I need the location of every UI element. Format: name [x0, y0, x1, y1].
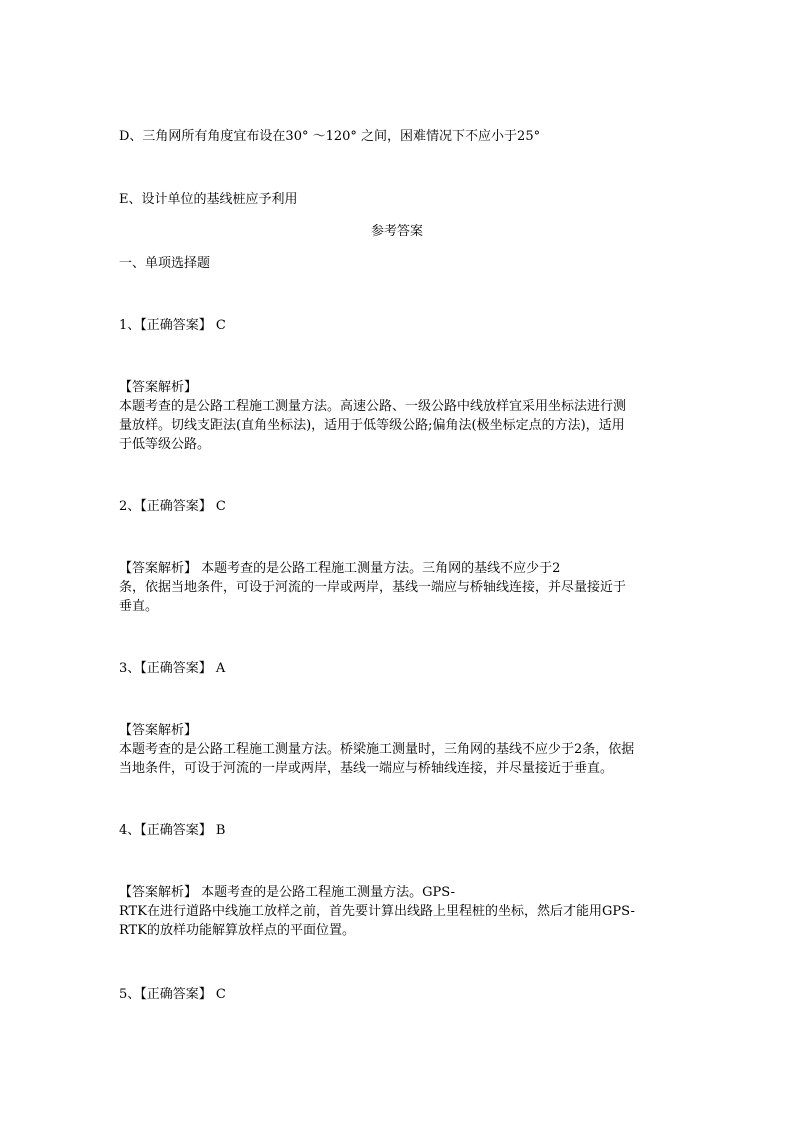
- explanation-line: 垂直。: [119, 599, 159, 614]
- answer-2-explanation: [119, 559, 679, 616]
- section-title: 一、单项选择题: [119, 256, 211, 271]
- explanation-line: 当地条件，可设于河流的一岸或两岸，基线一端应与桥轴线连接，并尽量接近于垂直。: [119, 761, 614, 776]
- answer-4-explanation: [119, 883, 679, 940]
- explanation-line: RTK的放样功能解算放样点的平面位置。: [119, 923, 355, 938]
- explanation-line: 本题考查的是公路工程施工测量方法。高速公路、一级公路中线放样宜采用坐标法进行测: [119, 399, 627, 414]
- explanation-line: 条，依据当地条件，可设于河流的一岸或两岸，基线一端应与桥轴线连接，并尽量接近于: [119, 580, 627, 595]
- option-d: D、三角网所有角度宜布设在30° ～120° 之间，困难情况下不应小于25°: [119, 129, 541, 144]
- answer-1-explanation: [119, 378, 679, 454]
- explanation-line: 于低等级公路。: [119, 437, 211, 452]
- explanation-line: 本题考查的是公路工程施工测量方法。桥梁施工测量时，三角网的基线不应少于2条，依据: [119, 742, 635, 757]
- explanation-line: 【答案解析】: [119, 380, 198, 395]
- explanation-line: 【答案解析】: [119, 723, 198, 738]
- explanation-line: 【答案解析】 本题考查的是公路工程施工测量方法。GPS-: [119, 885, 456, 900]
- answer-2-heading: 2、【正确答案】 C: [119, 499, 226, 514]
- answer-3-explanation: [119, 721, 679, 778]
- answer-4-heading: 4、【正确答案】 B: [119, 823, 226, 838]
- explanation-line: RTK在进行道路中线施工放样之前，首先要计算出线路上里程桩的坐标，然后才能用GPS-: [119, 904, 635, 919]
- option-e: E、设计单位的基线桩应予利用: [119, 192, 298, 207]
- answer-5-heading: 5、【正确答案】 C: [119, 987, 226, 1002]
- answer-header: 参考答案: [370, 224, 423, 239]
- explanation-line: 【答案解析】 本题考查的是公路工程施工测量方法。三角网的基线不应少于2: [119, 561, 561, 576]
- explanation-line: 量放样。切线支距法(直角坐标法)，适用于低等级公路;偏角法(极坐标定点的方法)，适用: [119, 418, 625, 433]
- answer-1-heading: 1、【正确答案】 C: [119, 318, 226, 333]
- answer-3-heading: 3、【正确答案】 A: [119, 661, 226, 676]
